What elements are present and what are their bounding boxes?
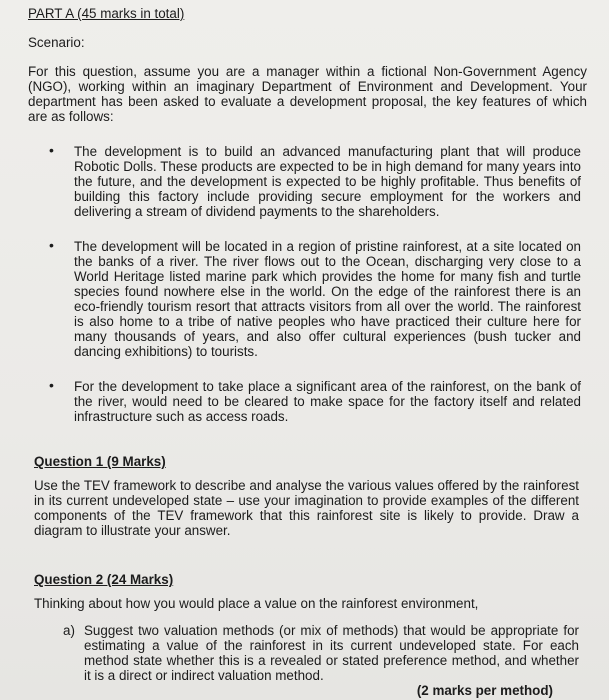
bullet-text: The development will be located in a region of pristine rainforest, at a site located on the banks of a river. The river flows out to the Ocean, discharging very close to a World Heritage listed marine park which provides the home for many fish and turtle species found nowhere else in the world. On the edge of the rainforest there is an eco-friendly tourism resort that attracts visitors from all over the world. The rainforest is also home to a tribe of native peoples who have practiced their culture here for many thousands of years, and also offer cultural experiences (bush tucker and dancing exhibitions) to tourists. [74, 239, 581, 359]
question-2a-text: Suggest two valuation methods (or mix of methods) that would be appropriate for estimating a value of the rainforest in its current undeveloped state. For each method state whether this is a revealed or stated preference method, and whether it is a direct or indirect valuation method. [84, 623, 579, 683]
bullet-text: The development is to build an advanced manufacturing plant that will produce Robotic Dolls. These products are expected to be in high demand for many years into the future, and the development is expected to be highly profitable. Thus benefits of building this factory include providing secure employment for the workers and delivering a stream of dividend payments to the shareholders. [74, 144, 581, 219]
part-a-title: PART A (45 marks in total) [28, 6, 185, 21]
bullet-dot-icon: • [49, 142, 54, 158]
bullet-text: For the development to take place a significant area of the rainforest, on the bank of the river, would need to be cleared to make space for the factory itself and related infrastructure such as access roads. [74, 379, 581, 424]
scenario-bullet-list [28, 144, 587, 424]
scenario-label: Scenario: [28, 35, 85, 50]
question-1-heading: Question 1 (9 Marks) [34, 454, 166, 469]
question-2a [63, 623, 579, 683]
bullet-item [49, 237, 581, 359]
bullet-dot-icon: • [49, 237, 54, 253]
question-2a-label: a) [63, 623, 75, 638]
question-2-heading: Question 2 (24 Marks) [34, 572, 174, 587]
question-2a-marks: (2 marks per method) [416, 683, 553, 698]
question-1-body: Use the TEV framework to describe and analyse the various values offered by the rainforest in its current undeveloped state – use your imagination to provide examples of the different components of the TEV framework that this rainforest site is likely to provide. Draw a diagram to illustrate your answer. [34, 478, 579, 538]
bullet-item [49, 377, 581, 424]
bullet-dot-icon: • [49, 377, 54, 393]
scenario-intro: For this question, assume you are a manager within a fictional Non-Government Agency (NGO), working within an imaginary Department of Environment and Development. Your department has been asked to evaluate a development proposal, the key features of which are as follows: [28, 64, 587, 124]
bullet-item [49, 142, 581, 219]
question-2-intro: Thinking about how you would place a value on the rainforest environment, [34, 596, 479, 611]
